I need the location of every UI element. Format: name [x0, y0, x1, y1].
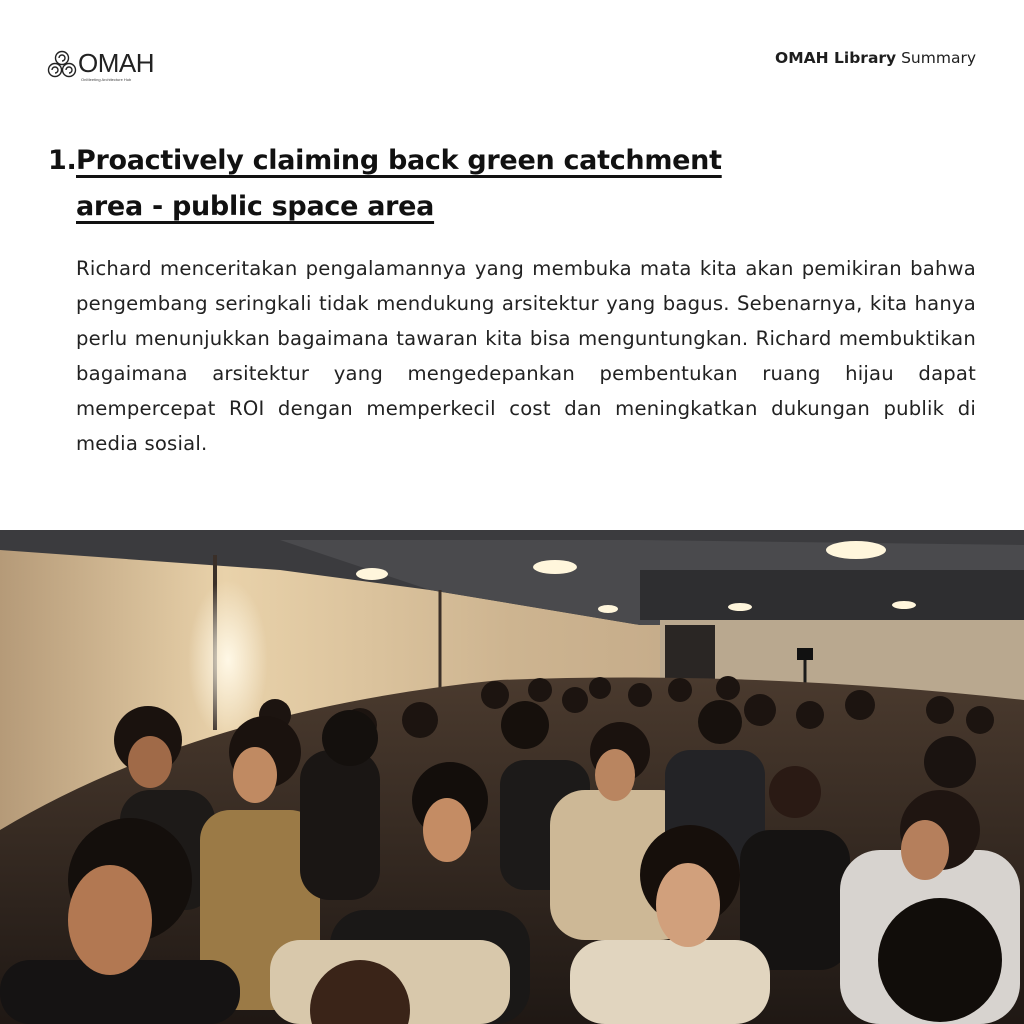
ceiling-light	[533, 560, 577, 574]
section-number: 1.	[48, 145, 77, 176]
omah-logo	[47, 48, 177, 88]
ceiling-light	[728, 603, 752, 611]
section-body: Richard menceritakan pengalamannya yang membuka mata kita akan pemikiran bahwa pengembang seringkali tidak mendukung arsitektur yang bagus. Sebenarnya, kita hanya perlu menunjukkan bagaimana tawaran kita bisa menguntungkan. Richard membuktikan bagaimana arsitektur yang mengedepankan pembentukan ruang hijau dapat mempercepat ROI dengan memperkecil cost dan meningkatkan dukungan publik di media sosial.	[76, 257, 976, 455]
section-title-line-1: Proactively claiming back green catchment	[76, 145, 722, 176]
ceiling-light	[826, 541, 886, 559]
logo-wordmark: OMAH	[78, 48, 154, 78]
section-heading	[48, 138, 808, 230]
ceiling-light	[356, 568, 388, 580]
document-title-bold: OMAH Library	[775, 49, 897, 67]
section-title-line-2: area - public space area	[76, 191, 435, 222]
event-photo	[0, 530, 1024, 1024]
ceiling-light	[892, 601, 916, 609]
ceiling-duct	[640, 570, 1024, 620]
document-title	[775, 48, 976, 68]
wall-light-glow	[188, 580, 268, 740]
triple-spiral-logo-icon	[47, 50, 77, 80]
logo-tagline: OnMeeting Architecture Hub	[81, 77, 132, 82]
ceiling-light	[598, 605, 618, 613]
camera	[797, 648, 813, 660]
document-title-regular: Summary	[901, 49, 976, 67]
audience-photo-illustration	[0, 530, 1024, 1024]
